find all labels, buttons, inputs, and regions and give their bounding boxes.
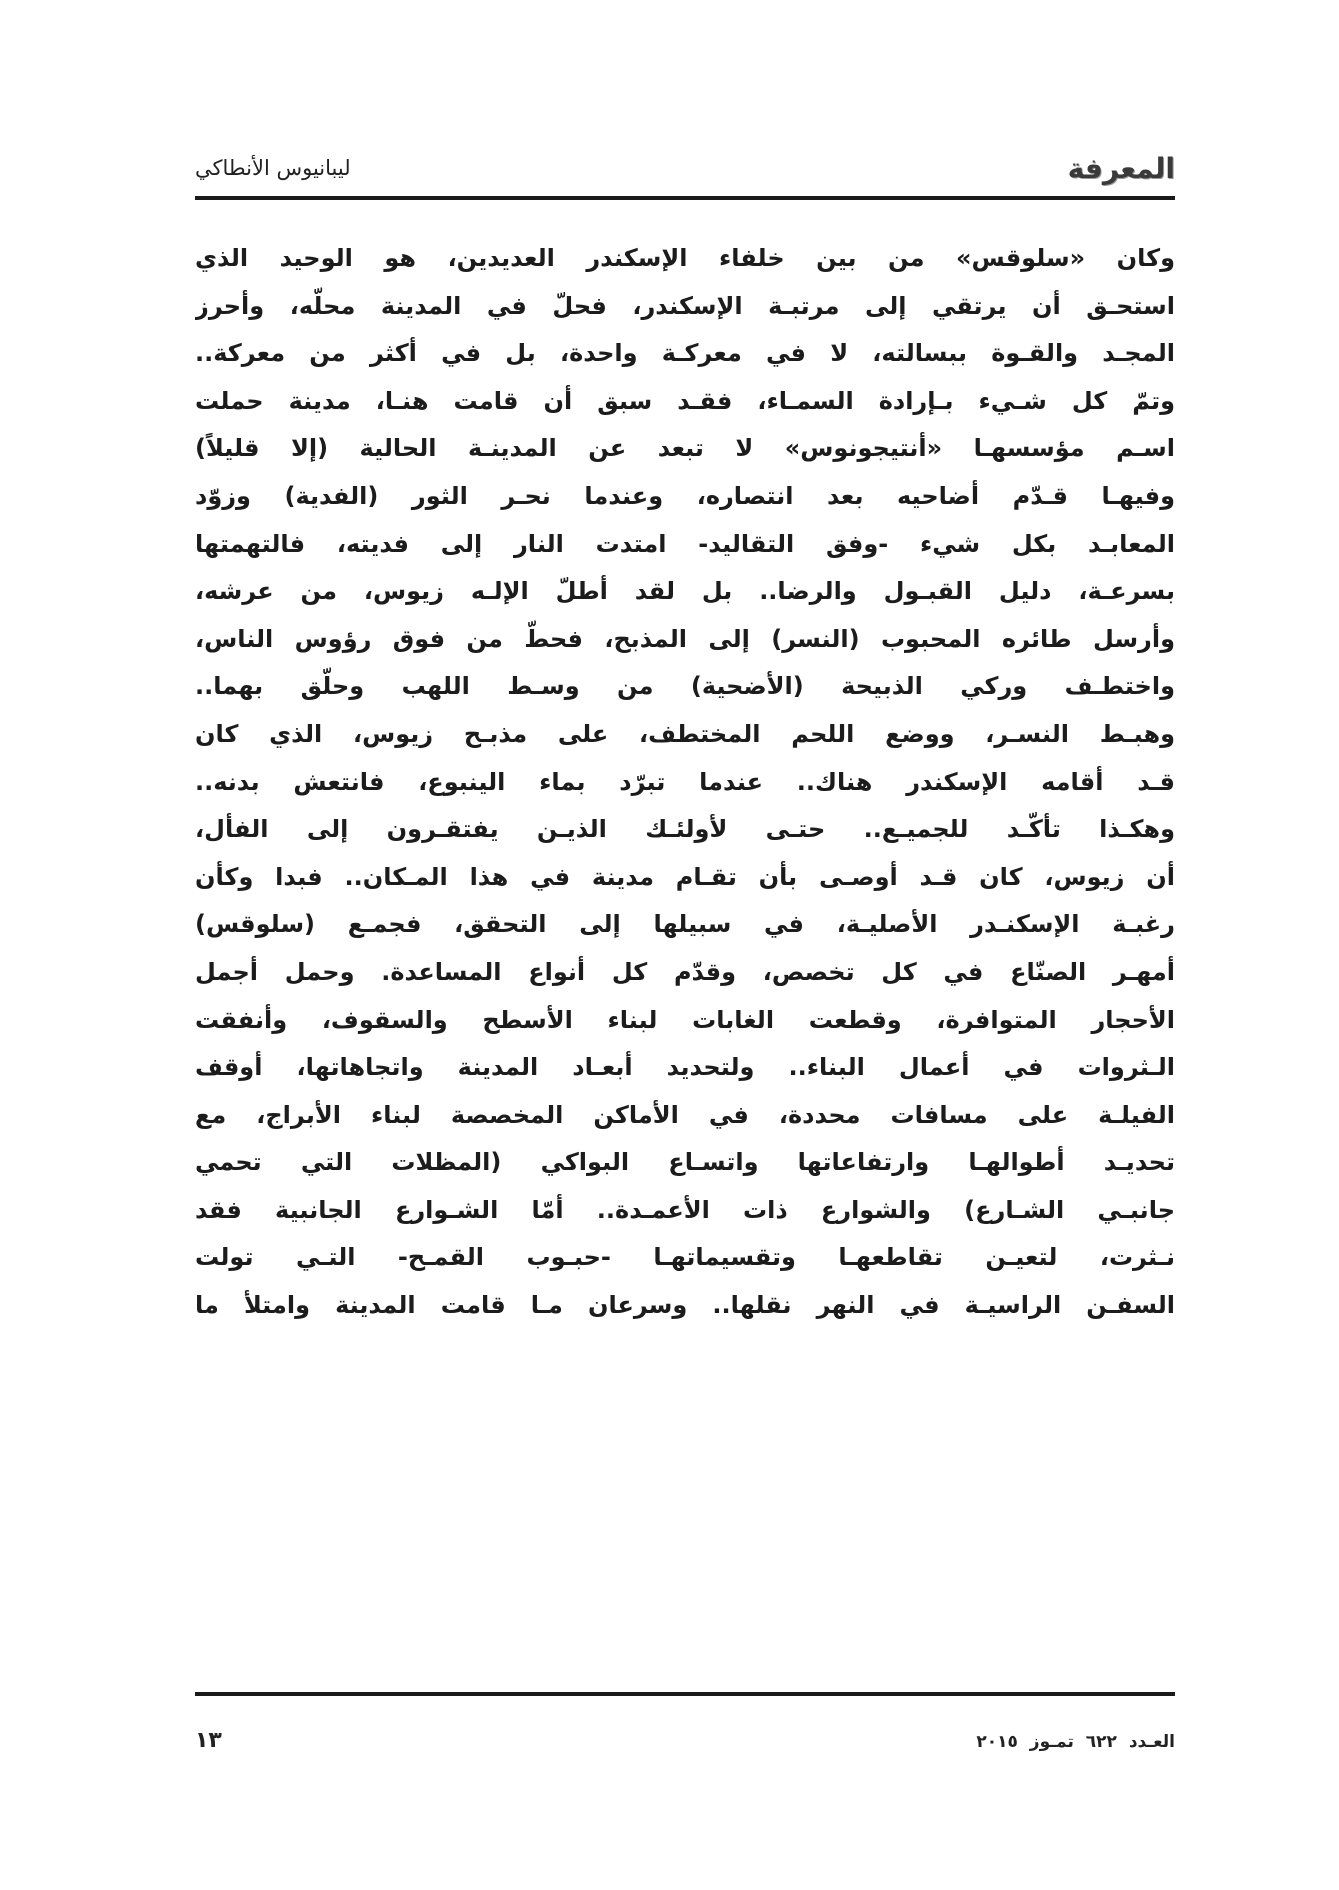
text-line: أن زيوس، كان قـد أوصـى بأن تقـام مدينة في هذا المـكان.. فبدا وكأن: [195, 862, 1175, 891]
page-number: ١٣: [195, 1728, 222, 1753]
text-line: تحديـد أطوالهـا وارتفاعاتها واتسـاع البواكي (المظلات التي تحمي: [195, 1148, 1175, 1177]
magazine-logo: المعرفة: [1067, 152, 1175, 185]
text-line: واختطـف وركي الذبيحة (الأضحية) من وسـط اللهب وحلّق بهما..: [195, 672, 1175, 701]
article-body: [195, 235, 1175, 1330]
text-line: المعابـد بكل شيء -وفق التقاليد- امتدت النار إلى فديته، فالتهمتها: [195, 529, 1175, 558]
text-line: الـثروات في أعمال البناء.. ولتحديد أبعـاد المدينة واتجاهاتها، أوقف: [195, 1053, 1175, 1082]
text-line: استحـق أن يرتقي إلى مرتبـة الإسكندر، فحلّ في المدينة محلّه، وأحرز: [195, 291, 1175, 320]
text-line: وأرسل طائره المحبوب (النسر) إلى المذبح، فحطّ من فوق رؤوس الناس،: [195, 624, 1175, 653]
text-line: نـثرت، لتعيـن تقاطعهـا وتقسيماتهـا -حبـوب القمـح- التـي تولت: [195, 1243, 1175, 1272]
page-footer: [195, 1728, 1175, 1764]
page-header: [195, 150, 1175, 190]
footer-rule: [195, 1692, 1175, 1696]
text-line: الفيلـة على مسافات محددة، في الأماكن المخصصة لبناء الأبراج، مع: [195, 1100, 1175, 1129]
header-rule: [195, 196, 1175, 200]
text-line: قـد أقامه الإسكندر هناك.. عندما تبرّد بماء الينبوع، فانتعش بدنه..: [195, 767, 1175, 796]
text-line: اسـم مؤسسهـا «أنتيجونوس» لا تبعد عن المدينـة الحالية (إلا قليلاً): [195, 434, 1175, 463]
text-line: جانبـي الشـارع) والشوارع ذات الأعمـدة.. أمّا الشـوارع الجانبية فقد: [195, 1195, 1175, 1224]
text-line: الأحجار المتوافرة، وقطعت الغابات لبناء الأسطح والسقوف، وأنفقت: [195, 1005, 1175, 1034]
text-line: وهبـط النسـر، ووضع اللحم المختطف، على مذبـح زيوس، الذي كان: [195, 719, 1175, 748]
text-line: وهكـذا تأكّـد للجميـع.. حتـى لأولئـك الذيـن يفتقـرون إلى الفأل،: [195, 815, 1175, 844]
text-line: وتمّ كل شـيء بـإرادة السمـاء، فقـد سبق أن قامت هنـا، مدينة حملت: [195, 386, 1175, 415]
running-title: ليبانيوس الأنطاكي: [195, 156, 351, 180]
text-line: المجـد والقـوة ببسالته، لا في معركـة واحدة، بل في أكثر من معركة..: [195, 339, 1175, 368]
text-line: رغبـة الإسكنـدر الأصليـة، في سبيلها إلى التحقق، فجمـع (سلوقس): [195, 910, 1175, 939]
text-line: السفـن الراسيـة في النهر نقلها.. وسرعان مـا قامت المدينة وامتلأ ما: [195, 1291, 1175, 1320]
text-line: بسرعـة، دليل القبـول والرضا.. بل لقد أطلّ الإلـه زيوس، من عرشه،: [195, 577, 1175, 606]
issue-info: العـدد ٦٢٢ تمـوز ٢٠١٥: [976, 1732, 1175, 1752]
text-line: وكان «سلوقس» من بين خلفاء الإسكندر العديدين، هو الوحيد الذي: [195, 244, 1175, 272]
text-line: وفيهـا قـدّم أضاحيه بعد انتصاره، وعندما نحـر الثور (الفدية) وزوّد: [195, 481, 1175, 510]
text-line: أمهـر الصنّاع في كل تخصص، وقدّم كل أنواع المساعدة. وحمل أجمل: [195, 957, 1175, 986]
